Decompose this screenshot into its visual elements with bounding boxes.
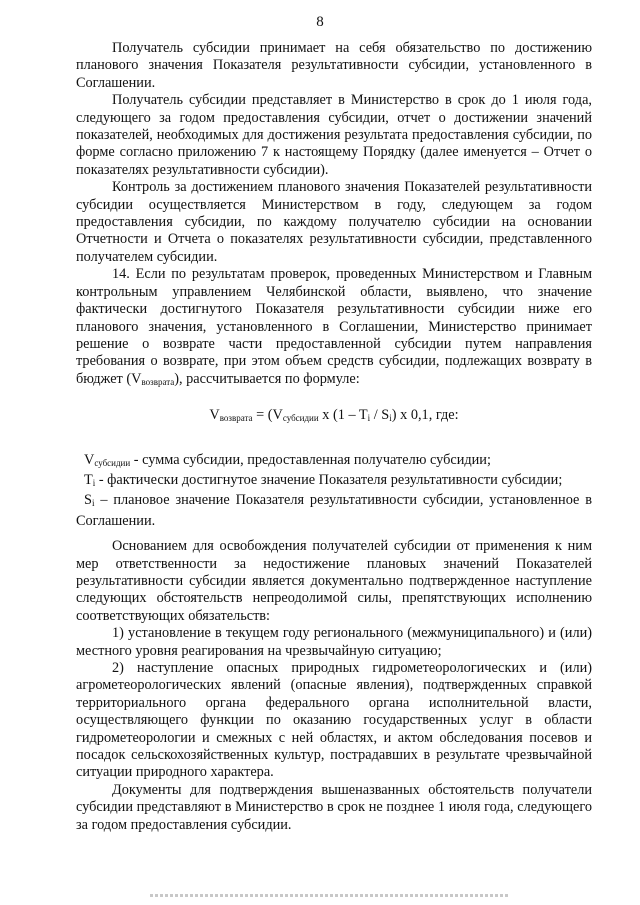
paragraph: Получатель субсидии принимает на себя обязательство по достижению планового значения Показателя результативности субсидии, установленного в Соглашении. <box>76 40 592 91</box>
page-number: 8 <box>316 14 324 30</box>
paragraph: Получатель субсидии представляет в Министерство в срок до 1 июля года, следующего за годом предоставления субсидии, отчет о достижении значений показателей, необходимых для достижения результата предоставления субсидии, по форме согласно приложению 7 к настоящему Порядку (далее именуется – Отчет о показателях результативности субсидии). <box>76 92 592 178</box>
paragraph: 1) установление в текущем году регионального (межмуниципального) и (или) местного уровня реагирования на чрезвычайную ситуацию; <box>76 625 592 659</box>
paragraph: Основанием для освобождения получателей субсидии от применения к ним мер ответственности за недостижение плановых значений Показателей результативности субсидии является документально подтвержденное наступление следующих обстоятельств непреодолимой силы, препятствующих исполнению соответствующих обязательств: <box>76 538 592 624</box>
definition-item: $T_i$ - фактически достигнутое значение Показателя результативности субсидии; <box>84 471 563 488</box>
formula-definitions <box>76 452 592 531</box>
definition-item: $V_{субсидии}$ - сумма субсидии, предоставленная получателю субсидии; <box>84 451 491 468</box>
paragraph: Документы для подтверждения вышеназванных обстоятельств получатели субсидии представляют в Министерство в срок не позднее 1 июля года, следующего за годом предоставления субсидии. <box>76 781 592 833</box>
scan-artifact-line <box>150 894 510 897</box>
document-body <box>76 40 592 834</box>
refund-formula: $V_{возврата} = (V_{субсидии}$ x $(1 - T_i / S_i)$ x 0,1, где: <box>209 407 459 424</box>
paragraph: 2) наступление опасных природных гидрометеорологических и (или) агрометеорологических явлений (опасные явления), подтвержденных справкой территориального органа федерального органа исполнительной власти, осуществляющего функции по оказанию государственных услуг в области гидрометеорологии и смежных с ней областях, и актом обследования посевов и посадок сельскохозяйственных культур, пострадавших в результате чрезвычайной ситуации природного характера. <box>76 660 592 781</box>
definition-item: $S_i$ – плановое значение Показателя результативности субсидии, установленное в Соглашении. <box>76 492 592 529</box>
paragraph-14: 14. Если по результатам проверок, проведенных Министерством и Главным контрольным управлением Челябинской области, выявлено, что значение фактически достигнутого Показателя результативности субсидии ниже его планового значения, установленного в Соглашении, Министерство принимает решение о возврате части предоставленной субсидии путем направления требования о возврате, при этом объем средств субсидии, подлежащих возврату в бюджет $(V_{возврата})$, рассчитывается по формуле: <box>76 266 592 387</box>
paragraph: Контроль за достижением планового значения Показателей результативности субсидии осуществляется Министерством в году, следующем за годом предоставления субсидии, по каждому получателю субсидии на основании Отчетности и Отчета о показателях результативности субсидии, представленного получателем субсидии. <box>76 179 592 265</box>
